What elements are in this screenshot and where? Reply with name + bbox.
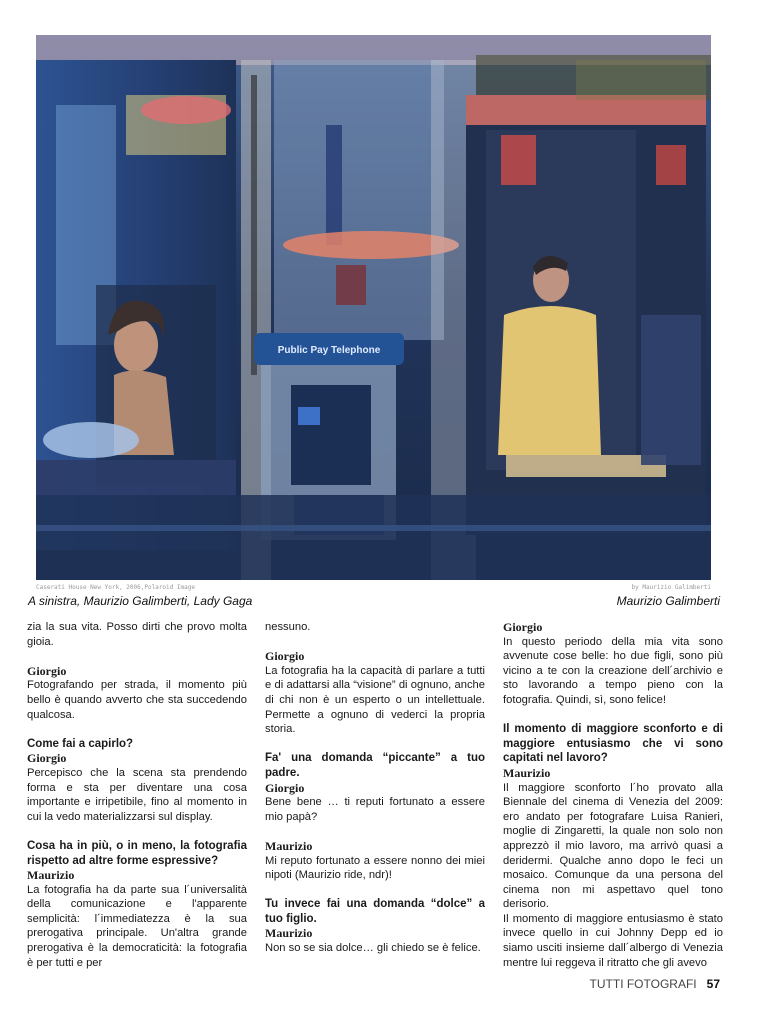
speaker-label: Giorgio [27,663,67,678]
page-footer [590,977,720,991]
caption-right: Maurizio Galimberti [616,594,720,608]
paragraph: La fotografia ha da parte sua l´universalità della comunicazione e l'apparente semplicità: l´immediatezza è la sua prerogativa principale. Un'altra grande prerogativa è la democraticità: la fotografia è per tutti e per [27,883,247,969]
article-column-2 [265,620,485,956]
article-column-3 [503,620,723,970]
speaker-label: Giorgio [265,649,305,664]
paragraph: Bene bene … ti reputi fortunato a essere mio papà? [265,796,485,823]
speaker-label: Giorgio [503,620,543,634]
question-heading: Tu invece fai una domanda “dolce” a tuo figlio. [265,898,485,925]
paragraph: Mi reputo fortunato a essere nonno dei miei nipoti (Maurizio ride, ndr)! [265,854,485,882]
paragraph: Il momento di maggiore entusiasmo è stato invece quello in cui Johnny Depp ed io siamo usciti insieme dall´albergo di Venezia mentre lui reggeva il ritratto che gli avevo [503,912,723,969]
paragraph: zia la sua vita. Posso dirti che provo molta gioia. [27,621,247,648]
paragraph: La fotografia ha la capacità di parlare a tutti e di adattarsi alla “visione” di ognuno, anche di chi non è un esperto o un intellettuale. Permette a ognuno di vederci la propria storia. [265,664,485,736]
speaker-label: Giorgio [27,751,67,766]
question-heading: Il momento di maggiore sconforto e di maggiore entusiasmo che vi sono capitati nel lavoro? [503,723,723,765]
polaroid-photo [36,35,711,580]
photo-credit-right: by Maurizio Galimberti [631,584,711,591]
speaker-label: Maurizio [27,868,75,883]
magazine-name: TUTTI FOTOGRAFI [589,977,697,991]
photo-artwork [36,35,711,580]
speaker-label: Maurizio [503,765,551,780]
caption-left: A sinistra, Maurizio Galimberti, Lady Gaga [28,594,253,608]
article-column-1 [27,620,247,970]
question-heading: Cosa ha in più, o in meno, la fotografia rispetto ad altre forme espressive? [27,839,247,867]
question-heading: Fa' una domanda “piccante” a tuo padre. [265,752,485,779]
photo-credit-left: Caserati House New York, 2006,Polaroid Image [36,584,195,591]
paragraph: Fotografando per strada, il momento più bello è quando avverto che sta succedendo qualcosa. [27,679,247,721]
page-number: 57 [706,977,720,991]
paragraph: Il maggiore sconforto l´ho provato alla Biennale del cinema di Venezia del 2009: ero andato per fotografare Luisa Ranieri, moglie di Zingaretti, la quale non solo non apprezzò il mio lavoro, ma arrivò quasi a deridermi. Qualche anno dopo le feci un mosaico. Comunque da una persona del cinema non mi aspettavo quel tono derisorio. [503,781,723,911]
paragraph: Non so se sia dolce… gli chiedo se è felice. [265,942,481,955]
speaker-label: Maurizio [265,838,313,853]
paragraph: In questo periodo della mia vita sono avvenute cose belle: ho due figli, sono più vicino a te con la creazione dell´archivio e sto lavorando a tempo pieno con la fotografia. Quindi, sì, sono felice! [503,635,723,706]
paragraph: Percepisco che la scena sta prendendo forma e sta per diventare una cosa importante e irripetibile, fino al momento in cui la vedo materializzarsi sul display. [27,766,247,823]
question-heading: Come fai a capirlo? [27,737,134,750]
paragraph: nessuno. [265,621,311,633]
sign-text: Public Pay Telephone [277,345,381,356]
speaker-label: Giorgio [265,780,305,795]
speaker-label: Maurizio [265,926,313,941]
